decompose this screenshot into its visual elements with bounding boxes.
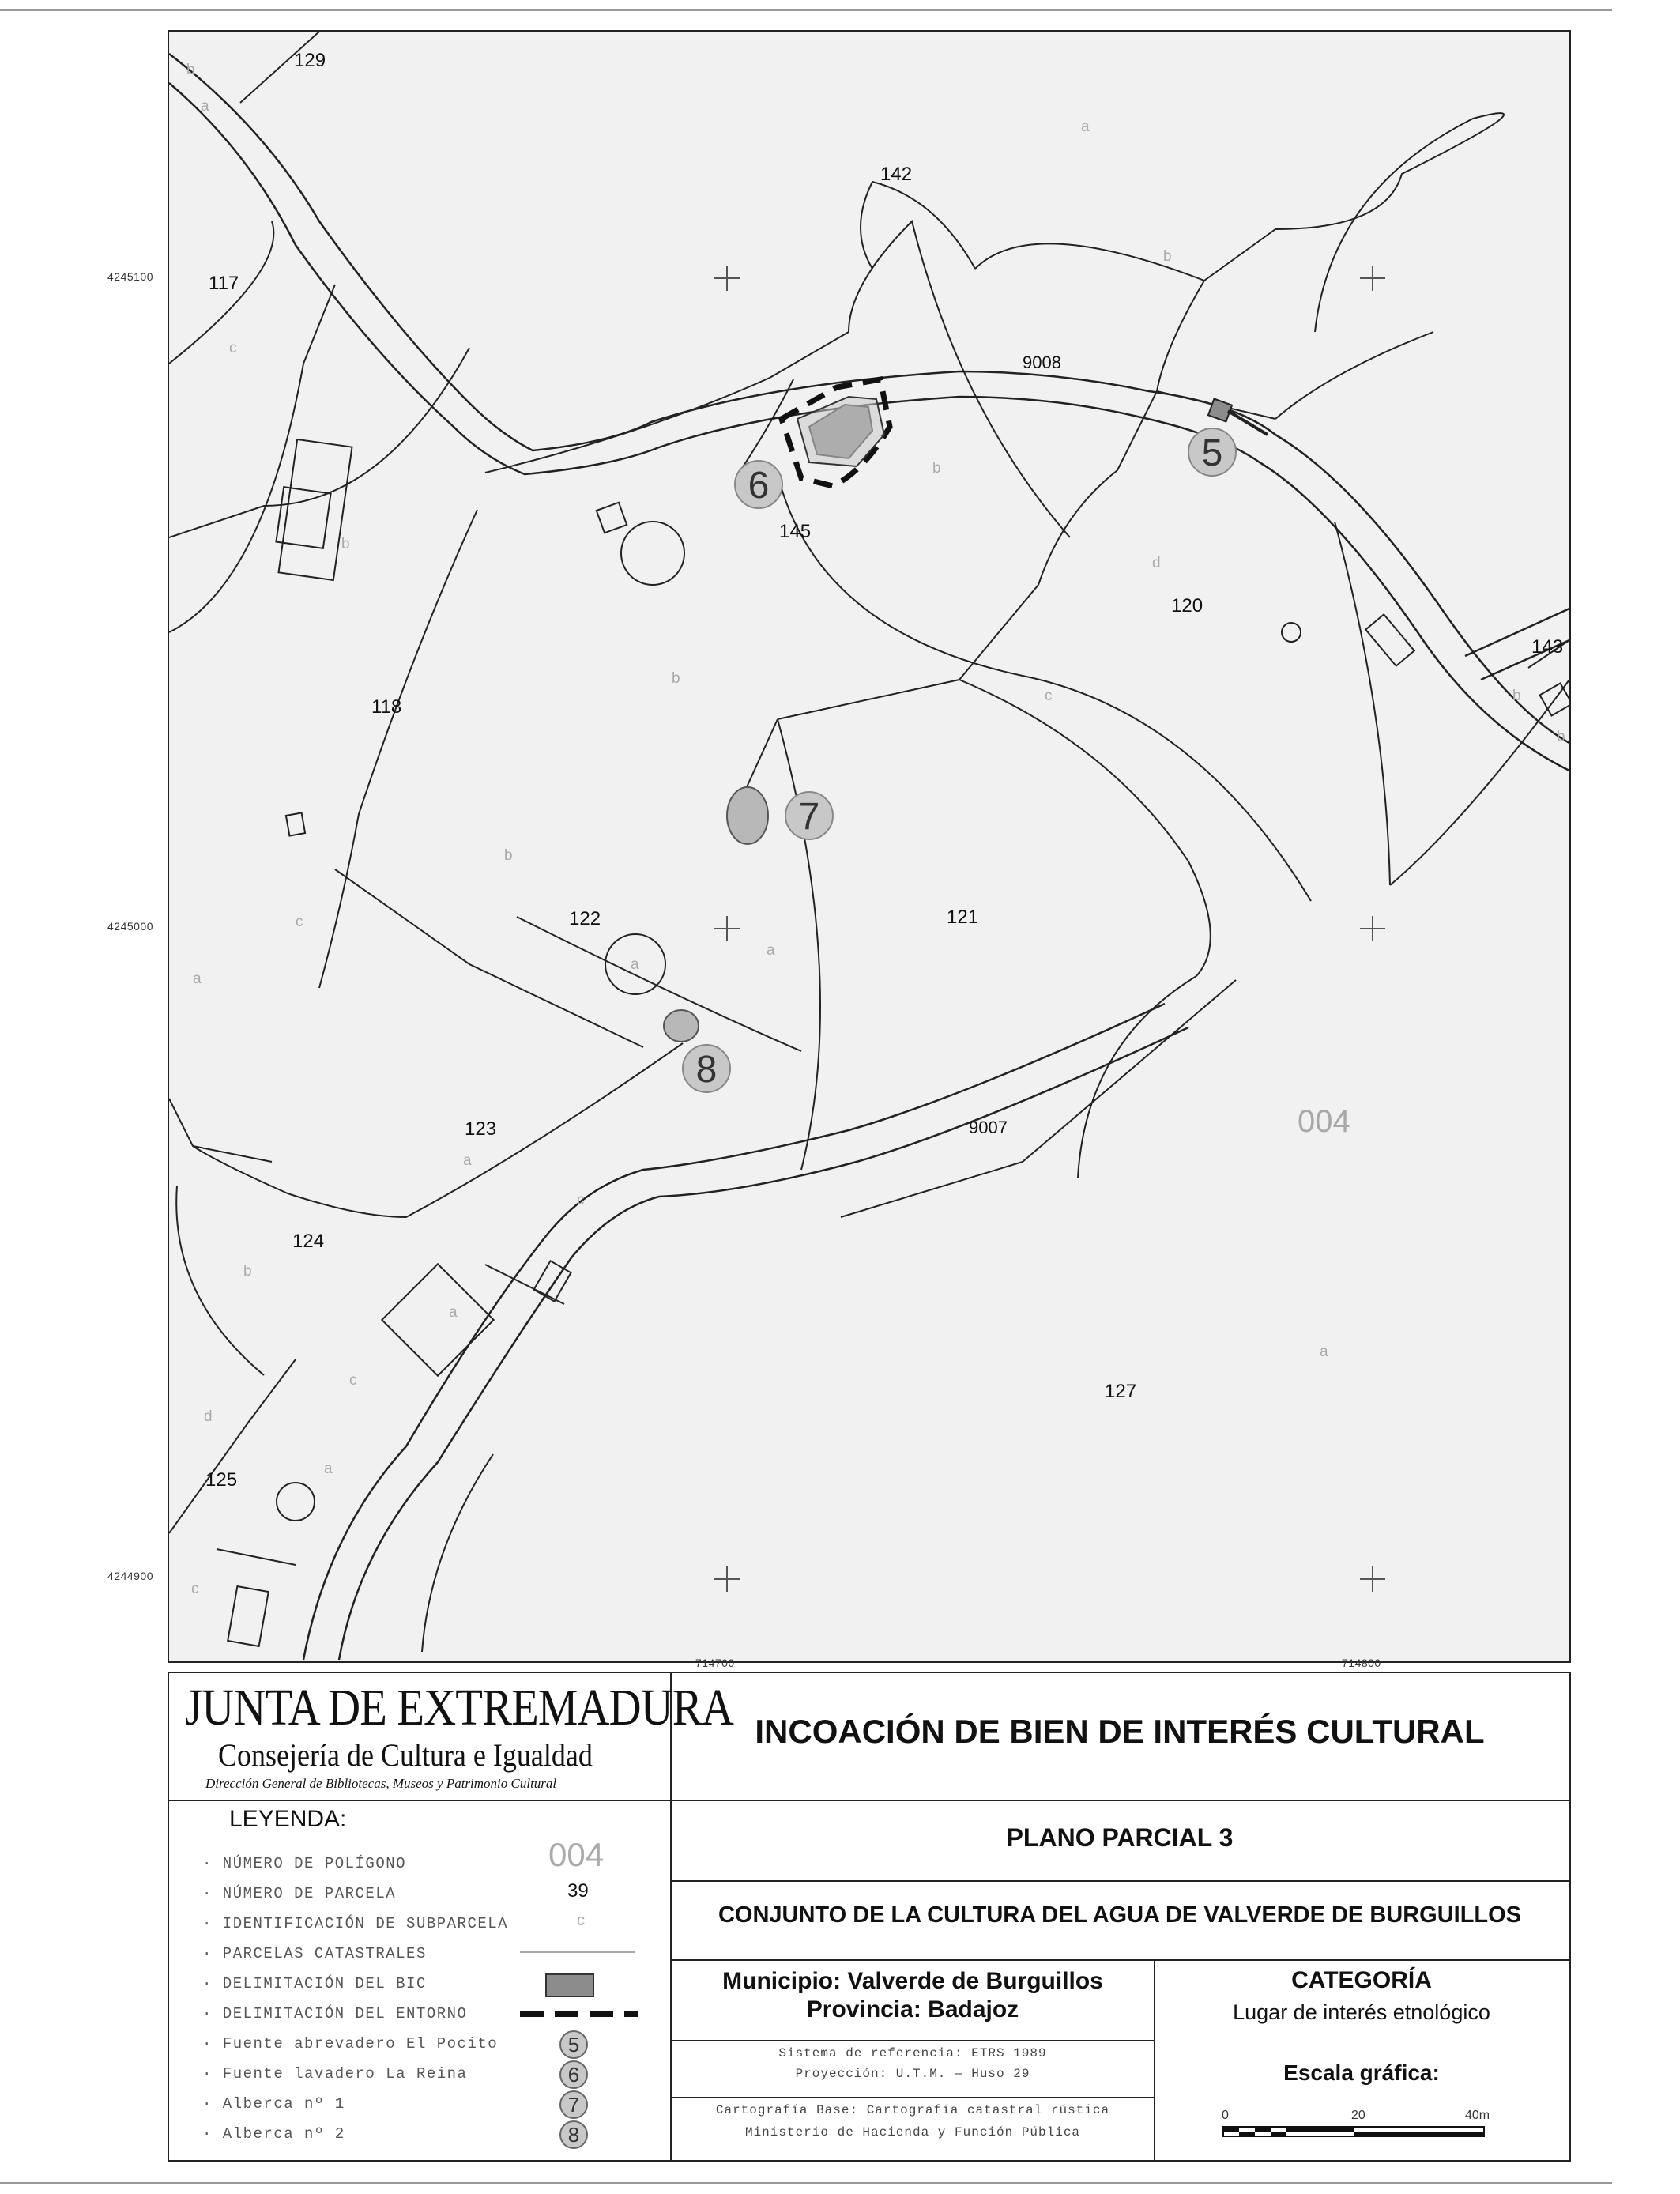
bic-5-area bbox=[1208, 399, 1232, 422]
coord-x-left: 714700 bbox=[695, 1657, 735, 1669]
legend-marker-6: 6 bbox=[559, 2060, 588, 2089]
legend-bic-swatch bbox=[545, 1973, 594, 1997]
subparcel-letters bbox=[186, 62, 1565, 1597]
map-title: INCOACIÓN DE BIEN DE INTERÉS CULTURAL bbox=[755, 1713, 1485, 1750]
subparcel-label: b bbox=[186, 62, 195, 78]
legend-item: · Alberca nº 1 bbox=[202, 2095, 345, 2113]
roads bbox=[169, 54, 1569, 1660]
municipio: Municipio: Valverde de Burguillos bbox=[722, 1968, 1103, 1994]
marker-7-label: 7 bbox=[798, 796, 820, 838]
legend-polygon-example: 004 bbox=[548, 1836, 605, 1873]
parcel-label: 118 bbox=[371, 696, 402, 718]
subparcel-label: b bbox=[1163, 248, 1172, 265]
provincia: Provincia: Badajoz bbox=[806, 1996, 1019, 2022]
legend-item: · DELIMITACIÓN DEL ENTORNO bbox=[202, 2005, 468, 2022]
coord-y-bot: 4244900 bbox=[107, 1570, 154, 1582]
subparcel-label: c bbox=[577, 1192, 585, 1208]
legend-parcel-example: 39 bbox=[567, 1880, 589, 1902]
parcel-label: 127 bbox=[1105, 1381, 1137, 1402]
scale-bar-graphic bbox=[1220, 2106, 1489, 2154]
legend-marker-8: 8 bbox=[559, 2120, 588, 2149]
parcel-label: 142 bbox=[880, 164, 913, 185]
scale-tick-0: 0 bbox=[1222, 2109, 1229, 2122]
legend-item: · Fuente abrevadero El Pocito bbox=[202, 2035, 499, 2053]
legend-item: · DELIMITACIÓN DEL BIC bbox=[202, 1975, 427, 1992]
parcel-label: 124 bbox=[292, 1231, 325, 1252]
org-name: JUNTA DE EXTREMADURA bbox=[185, 1679, 734, 1736]
map-drawing bbox=[169, 32, 1569, 1661]
legend-item: · Fuente lavadero La Reina bbox=[202, 2065, 468, 2083]
legend-item: · IDENTIFICACIÓN DE SUBPARCELA bbox=[202, 1915, 509, 1932]
subparcel-label: a bbox=[1081, 119, 1090, 135]
subparcel-label: b bbox=[1557, 729, 1565, 745]
scale-tick-20: 20 bbox=[1351, 2109, 1365, 2122]
parcel-label: 143 bbox=[1531, 636, 1564, 658]
categoria-label: CATEGORÍA bbox=[1291, 1967, 1432, 1993]
alberca-1-pond bbox=[727, 787, 768, 844]
scale-label: Escala gráfica: bbox=[1283, 2060, 1440, 2085]
reference-system: Sistema de referencia: ETRS 1989 bbox=[778, 2046, 1047, 2060]
subparcel-label: a bbox=[193, 971, 202, 987]
map-subtitle: PLANO PARCIAL 3 bbox=[1006, 1823, 1234, 1852]
legend-subparcel-example: c bbox=[577, 1912, 585, 1929]
parcel-label: 122 bbox=[569, 908, 601, 929]
subparcel-label: c bbox=[349, 1372, 357, 1389]
subparcel-label: c bbox=[191, 1581, 199, 1597]
top-rule bbox=[0, 9, 1612, 11]
parcel-boundaries bbox=[169, 32, 1569, 1652]
cartography-base: Cartografía Base: Cartografía catastral rústica bbox=[715, 2103, 1110, 2117]
road-label-9007: 9007 bbox=[969, 1118, 1008, 1137]
legend-item: · NÚMERO DE POLÍGONO bbox=[202, 1855, 407, 1872]
subparcel-label: a bbox=[631, 956, 639, 973]
subparcel-label: a bbox=[767, 942, 775, 959]
coord-x-right: 714800 bbox=[1342, 1657, 1381, 1669]
org-directorate: Dirección General de Bibliotecas, Museos y Patrimonio Cultural bbox=[205, 1776, 557, 1791]
marker-6-label: 6 bbox=[748, 465, 770, 507]
marker-5-label: 5 bbox=[1201, 432, 1223, 474]
subparcel-label: b bbox=[243, 1263, 252, 1280]
legend-marker-7: 7 bbox=[559, 2090, 588, 2119]
parcel-label: 145 bbox=[779, 521, 812, 542]
marker-8-label: 8 bbox=[695, 1049, 718, 1091]
projection: Proyección: U.T.M. — Huso 29 bbox=[795, 2067, 1030, 2081]
conjunto-name: CONJUNTO DE LA CULTURA DEL AGUA DE VALVERDE DE BURGUILLOS bbox=[718, 1902, 1522, 1928]
coord-y-top: 4245100 bbox=[107, 270, 154, 283]
location-info bbox=[672, 1967, 1154, 2024]
parcel-label: 121 bbox=[947, 907, 979, 928]
org-department: Consejería de Cultura e Igualdad bbox=[218, 1737, 593, 1773]
title-block bbox=[168, 1672, 1571, 2162]
subparcel-label: a bbox=[324, 1461, 333, 1477]
legend-parcel-line bbox=[520, 1951, 635, 1953]
parcel-label: 123 bbox=[465, 1118, 497, 1140]
subparcel-label: d bbox=[1152, 555, 1161, 571]
legend-item: · NÚMERO DE PARCELA bbox=[202, 1885, 397, 1902]
parcel-numbers bbox=[205, 50, 1563, 1491]
alberca-2-pond bbox=[664, 1010, 699, 1042]
subparcel-label: c bbox=[229, 340, 237, 356]
legend-item: · Alberca nº 2 bbox=[202, 2125, 345, 2143]
subparcel-label: c bbox=[1045, 688, 1053, 704]
subparcel-label: b bbox=[1512, 688, 1521, 704]
parcel-label: 120 bbox=[1171, 595, 1203, 616]
scale-tick-40: 40m bbox=[1465, 2109, 1489, 2122]
subparcel-label: a bbox=[449, 1304, 458, 1321]
cadastral-map[interactable] bbox=[168, 30, 1571, 1663]
subparcel-label: d bbox=[204, 1408, 213, 1425]
bottom-rule bbox=[0, 2182, 1612, 2184]
parcel-label: 125 bbox=[205, 1469, 238, 1491]
subparcel-label: a bbox=[201, 98, 209, 115]
legend-title: LEYENDA: bbox=[229, 1806, 347, 1832]
bic-5-line bbox=[1228, 411, 1268, 435]
scale-bar bbox=[1220, 2106, 1489, 2154]
parcel-label: 129 bbox=[294, 50, 326, 71]
subparcel-label: b bbox=[932, 460, 941, 477]
coord-y-mid: 4245000 bbox=[107, 920, 154, 933]
site-markers bbox=[683, 428, 1236, 1092]
parcel-label: 117 bbox=[209, 273, 239, 294]
subparcel-label: c bbox=[296, 914, 303, 930]
legend-marker-5: 5 bbox=[559, 2030, 588, 2059]
subparcel-label: a bbox=[463, 1152, 472, 1169]
subparcel-label: b bbox=[504, 847, 513, 864]
road-label-9008: 9008 bbox=[1023, 352, 1061, 372]
polygon-number: 004 bbox=[1298, 1104, 1350, 1139]
graticule bbox=[714, 266, 1385, 1592]
categoria-value: Lugar de interés etnológico bbox=[1233, 2000, 1490, 2024]
subparcel-label: b bbox=[341, 536, 350, 552]
subparcel-label: a bbox=[1320, 1344, 1328, 1360]
subparcel-label: b bbox=[672, 670, 680, 687]
legend-item: · PARCELAS CATASTRALES bbox=[202, 1945, 427, 1962]
legend-entorno-line bbox=[520, 2011, 638, 2017]
ministry: Ministerio de Hacienda y Función Pública bbox=[744, 2125, 1081, 2139]
